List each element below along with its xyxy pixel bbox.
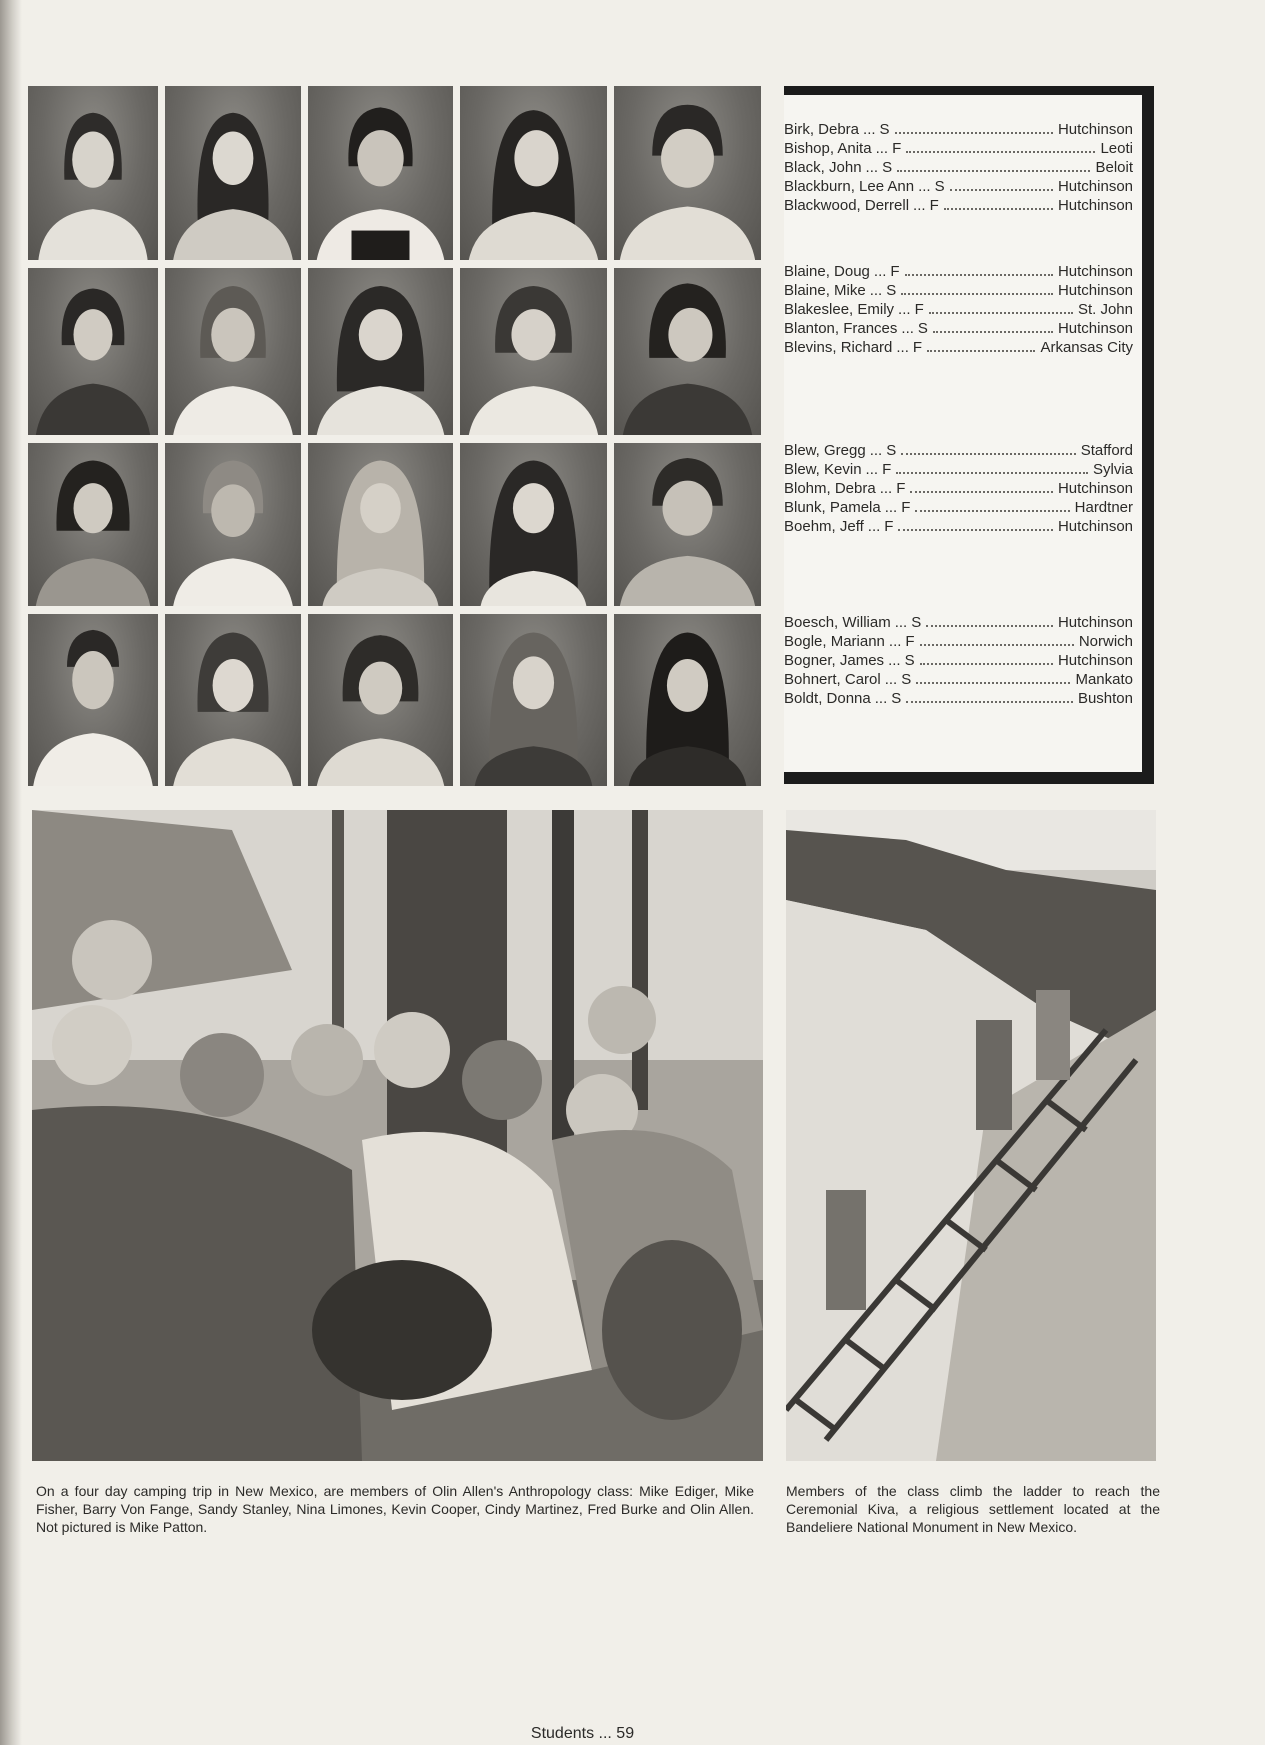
student-hometown: Hutchinson: [1057, 178, 1133, 195]
student-portrait: [28, 614, 158, 786]
student-name: Blaine, Doug: [784, 263, 870, 280]
page-binding-shadow: [0, 0, 22, 1745]
student-class: F: [882, 461, 892, 478]
student-name: Blevins, Richard: [784, 339, 893, 356]
student-portrait: [165, 268, 301, 435]
separator: ...: [873, 263, 887, 280]
student-hometown: Bushton: [1077, 690, 1133, 707]
separator: ...: [865, 159, 879, 176]
student-class: S: [934, 178, 945, 195]
student-portrait: [308, 86, 453, 260]
student-class: F: [892, 140, 902, 157]
student-name: Blackwood, Derrell: [784, 197, 910, 214]
student-portrait: [165, 443, 301, 606]
roster-entry: [784, 670, 1133, 689]
student-name: Blunk, Pamela: [784, 499, 881, 516]
dot-leader: [929, 312, 1073, 314]
student-portrait: [308, 614, 453, 786]
roster-entry: [784, 177, 1133, 196]
roster-entry: [784, 498, 1133, 517]
student-portrait: [614, 614, 761, 786]
separator: ...: [896, 339, 909, 356]
student-portrait: [460, 614, 607, 786]
student-hometown: Hutchinson: [1057, 652, 1133, 669]
student-class: F: [901, 499, 911, 516]
student-hometown: Leoti: [1100, 140, 1133, 157]
separator: ...: [894, 614, 908, 631]
roster-entry: [784, 281, 1133, 300]
roster-entry: [784, 689, 1133, 708]
dot-leader: [915, 510, 1069, 512]
student-hometown: Hutchinson: [1057, 480, 1133, 497]
dot-leader: [897, 170, 1090, 172]
student-class: S: [904, 652, 915, 669]
dot-leader: [933, 331, 1053, 333]
student-hometown: Sylvia: [1092, 461, 1133, 478]
student-name: Blohm, Debra: [784, 480, 876, 497]
student-class: F: [929, 197, 939, 214]
portrait-grid: [28, 86, 761, 786]
roster-group: [784, 613, 1133, 708]
dot-leader: [950, 189, 1053, 191]
separator: ...: [918, 178, 931, 195]
student-name: Bogle, Mariann: [784, 633, 885, 650]
dot-leader: [905, 274, 1053, 276]
student-hometown: Hutchinson: [1057, 518, 1133, 535]
ladder-photo-caption: Members of the class climb the ladder to reach the Ceremonial Kiva, a religious settlement located at the Bandeliere National Monument in New Mexico.: [786, 1483, 1160, 1535]
student-name: Blakeslee, Emily: [784, 301, 895, 318]
student-portrait: [460, 443, 607, 606]
student-class: S: [917, 320, 928, 337]
student-hometown: Hutchinson: [1057, 282, 1133, 299]
roster-entry: [784, 196, 1133, 215]
roster-group: [784, 262, 1133, 357]
separator: ...: [913, 197, 926, 214]
camping-group-photo: [32, 810, 763, 1461]
dot-leader: [895, 132, 1053, 134]
student-hometown: Arkansas City: [1040, 339, 1133, 356]
dot-leader: [906, 701, 1073, 703]
student-name: Blew, Kevin: [784, 461, 862, 478]
dot-leader: [926, 625, 1053, 627]
student-class: F: [890, 263, 900, 280]
student-class: S: [882, 159, 893, 176]
dot-leader: [944, 208, 1053, 210]
dot-leader: [901, 453, 1075, 455]
student-class: F: [905, 633, 915, 650]
student-portrait: [614, 268, 761, 435]
roster-entry: [784, 651, 1133, 670]
student-class: F: [912, 339, 923, 356]
roster-entry: [784, 338, 1133, 357]
student-hometown: St. John: [1077, 301, 1133, 318]
student-portrait: [28, 86, 158, 260]
student-portrait: [460, 268, 607, 435]
separator: ...: [898, 301, 911, 318]
student-name: Blaine, Mike: [784, 282, 866, 299]
student-portrait: [308, 268, 453, 435]
separator: ...: [875, 140, 889, 157]
separator: ...: [879, 480, 893, 497]
student-portrait: [165, 614, 301, 786]
roster-entry: [784, 517, 1133, 536]
separator: ...: [888, 633, 902, 650]
roster-entry: [784, 139, 1133, 158]
student-hometown: Hutchinson: [1057, 320, 1133, 337]
student-name: Boldt, Donna: [784, 690, 871, 707]
roster-entry: [784, 613, 1133, 632]
student-name: Boesch, William: [784, 614, 891, 631]
student-hometown: Hardtner: [1074, 499, 1133, 516]
roster-entry: [784, 632, 1133, 651]
roster-entry: [784, 441, 1133, 460]
dot-leader: [901, 293, 1053, 295]
student-portrait: [165, 86, 301, 260]
dot-leader: [927, 350, 1035, 352]
student-name: Blew, Gregg: [784, 442, 866, 459]
student-name: Black, John: [784, 159, 862, 176]
student-hometown: Hutchinson: [1057, 121, 1133, 138]
ladder-climb-photo: [786, 810, 1156, 1461]
student-portrait: [614, 86, 761, 260]
student-hometown: Hutchinson: [1057, 614, 1133, 631]
dot-leader: [906, 151, 1095, 153]
student-hometown: Mankato: [1075, 671, 1133, 688]
student-roster: [784, 86, 1154, 784]
student-name: Birk, Debra: [784, 121, 860, 138]
separator: ...: [867, 518, 881, 535]
student-class: S: [886, 282, 897, 299]
dot-leader: [920, 663, 1053, 665]
student-class: S: [891, 690, 902, 707]
separator: ...: [888, 652, 901, 669]
student-portrait: [28, 268, 158, 435]
student-portrait: [460, 86, 607, 260]
student-name: Bishop, Anita: [784, 140, 872, 157]
student-class: F: [896, 480, 906, 497]
roster-entry: [784, 479, 1133, 498]
separator: ...: [869, 282, 883, 299]
student-class: S: [901, 671, 912, 688]
camping-photo-caption: On a four day camping trip in New Mexico, are members of Olin Allen's Anthropology class: Mike Ediger, Mike Fisher, Barry Von Fange, Sandy Stanley, Nina Limones, Kevin Cooper, Cindy Martinez, Fred Burke and Olin Allen. Not pictured is Mike Patton.: [36, 1483, 754, 1535]
student-portrait: [308, 443, 453, 606]
student-hometown: Hutchinson: [1057, 197, 1133, 214]
roster-entry: [784, 120, 1133, 139]
dot-leader: [910, 491, 1053, 493]
student-class: S: [886, 442, 897, 459]
roster-entry: [784, 158, 1133, 177]
student-portrait: [28, 443, 158, 606]
page-folio: Students ... 59: [530, 1725, 635, 1742]
student-hometown: Beloit: [1095, 159, 1133, 176]
student-class: F: [884, 518, 894, 535]
student-name: Blackburn, Lee Ann: [784, 178, 915, 195]
student-hometown: Norwich: [1078, 633, 1133, 650]
student-name: Blanton, Frances: [784, 320, 898, 337]
roster-entry: [784, 300, 1133, 319]
student-hometown: Hutchinson: [1057, 263, 1133, 280]
separator: ...: [884, 499, 898, 516]
dot-leader: [920, 644, 1074, 646]
dot-leader: [898, 529, 1052, 531]
student-hometown: Stafford: [1080, 442, 1133, 459]
student-name: Boehm, Jeff: [784, 518, 864, 535]
roster-entry: [784, 319, 1133, 338]
dot-leader: [916, 682, 1070, 684]
student-portrait: [614, 443, 761, 606]
dot-leader: [896, 472, 1088, 474]
student-name: Bohnert, Carol: [784, 671, 881, 688]
student-class: S: [911, 614, 922, 631]
separator: ...: [869, 442, 883, 459]
student-class: F: [914, 301, 924, 318]
separator: ...: [863, 121, 876, 138]
separator: ...: [884, 671, 898, 688]
separator: ...: [901, 320, 914, 337]
roster-group: [784, 441, 1133, 536]
roster-group: [784, 120, 1133, 215]
student-name: Bogner, James: [784, 652, 885, 669]
student-class: S: [879, 121, 890, 138]
roster-entry: [784, 262, 1133, 281]
separator: ...: [874, 690, 888, 707]
roster-entry: [784, 460, 1133, 479]
separator: ...: [865, 461, 879, 478]
